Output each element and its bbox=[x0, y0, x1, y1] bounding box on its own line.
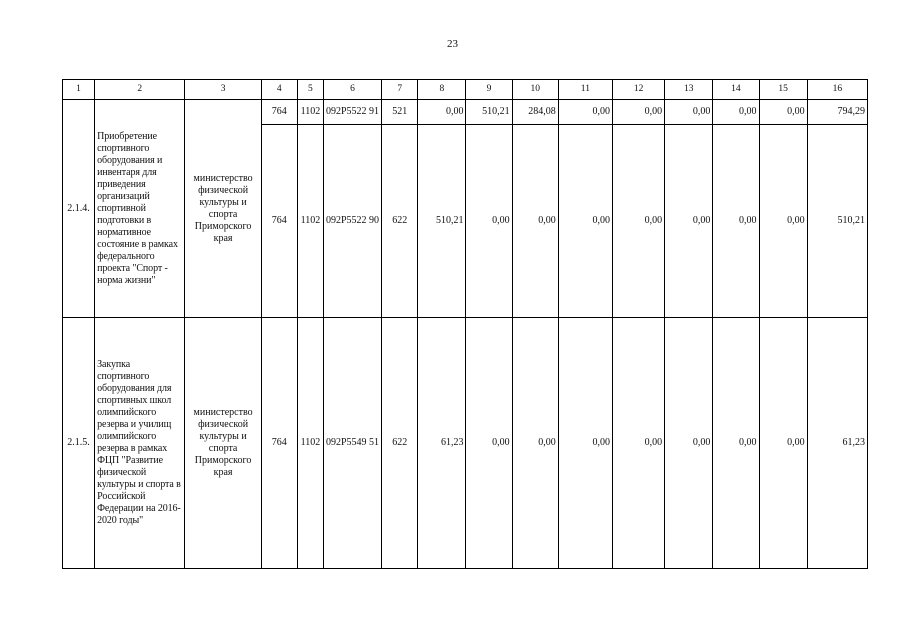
page-number: 23 bbox=[447, 38, 458, 50]
amount-cell: 0,00 bbox=[612, 125, 664, 318]
total-cell: 510,21 bbox=[807, 125, 867, 318]
amount-cell: 0,00 bbox=[612, 318, 664, 569]
executor: министерство физической культуры и спорта Приморского края bbox=[185, 318, 261, 569]
row-number: 2.1.5. bbox=[63, 318, 95, 569]
column-header: 5 bbox=[297, 80, 323, 100]
amount-cell: 0,00 bbox=[466, 318, 512, 569]
amount-cell: 0,00 bbox=[665, 100, 713, 125]
column-header: 2 bbox=[95, 80, 185, 100]
executor: министерство физической культуры и спорта Приморского края bbox=[185, 100, 261, 318]
column-header: 12 bbox=[612, 80, 664, 100]
amount-cell: 0,00 bbox=[713, 318, 759, 569]
column-header: 3 bbox=[185, 80, 261, 100]
amount-cell: 284,08 bbox=[512, 100, 558, 125]
activity-name: Закупка спортивного оборудования для спортивных школ олимпийского резерва и училищ олимпийского резерва в рамках ФЦП "Развитие физической культуры и спорта в Российской Федерации на 2016-2020 годы" bbox=[95, 318, 185, 569]
target-code: 092P5522 90 bbox=[323, 125, 381, 318]
amount-cell: 510,21 bbox=[418, 125, 466, 318]
column-header: 6 bbox=[323, 80, 381, 100]
column-header: 9 bbox=[466, 80, 512, 100]
table-row bbox=[63, 318, 868, 569]
amount-cell: 0,00 bbox=[759, 125, 807, 318]
target-code: 092P5549 51 bbox=[323, 318, 381, 569]
section-code: 1102 bbox=[297, 100, 323, 125]
grbs-code: 764 bbox=[261, 100, 297, 125]
expense-type: 622 bbox=[382, 318, 418, 569]
activity-name: Приобретение спортивного оборудования и инвентаря для приведения организаций спортивной подготовки в нормативное состояние в рамках федерального проекта "Спорт - норма жизни" bbox=[95, 100, 185, 318]
column-header: 10 bbox=[512, 80, 558, 100]
expense-type: 622 bbox=[382, 125, 418, 318]
column-header: 8 bbox=[418, 80, 466, 100]
amount-cell: 0,00 bbox=[512, 125, 558, 318]
amount-cell: 0,00 bbox=[713, 100, 759, 125]
expense-type: 521 bbox=[382, 100, 418, 125]
table-row bbox=[63, 100, 868, 125]
amount-cell: 0,00 bbox=[558, 100, 612, 125]
amount-cell: 0,00 bbox=[665, 125, 713, 318]
header-row bbox=[63, 80, 868, 100]
amount-cell: 0,00 bbox=[759, 100, 807, 125]
target-code: 092P5522 91 bbox=[323, 100, 381, 125]
amount-cell: 0,00 bbox=[612, 100, 664, 125]
amount-cell: 0,00 bbox=[558, 125, 612, 318]
grbs-code: 764 bbox=[261, 318, 297, 569]
amount-cell: 0,00 bbox=[713, 125, 759, 318]
total-cell: 794,29 bbox=[807, 100, 867, 125]
amount-cell: 0,00 bbox=[759, 318, 807, 569]
column-header: 11 bbox=[558, 80, 612, 100]
column-header: 14 bbox=[713, 80, 759, 100]
amount-cell: 0,00 bbox=[512, 318, 558, 569]
column-header: 15 bbox=[759, 80, 807, 100]
section-code: 1102 bbox=[297, 125, 323, 318]
amount-cell: 0,00 bbox=[418, 100, 466, 125]
grbs-code: 764 bbox=[261, 125, 297, 318]
budget-table bbox=[62, 79, 868, 569]
row-number: 2.1.4. bbox=[63, 100, 95, 318]
column-header: 4 bbox=[261, 80, 297, 100]
column-header: 7 bbox=[382, 80, 418, 100]
section-code: 1102 bbox=[297, 318, 323, 569]
column-header: 13 bbox=[665, 80, 713, 100]
amount-cell: 510,21 bbox=[466, 100, 512, 125]
amount-cell: 0,00 bbox=[558, 318, 612, 569]
amount-cell: 61,23 bbox=[418, 318, 466, 569]
amount-cell: 0,00 bbox=[466, 125, 512, 318]
column-header: 1 bbox=[63, 80, 95, 100]
column-header: 16 bbox=[807, 80, 867, 100]
amount-cell: 0,00 bbox=[665, 318, 713, 569]
total-cell: 61,23 bbox=[807, 318, 867, 569]
